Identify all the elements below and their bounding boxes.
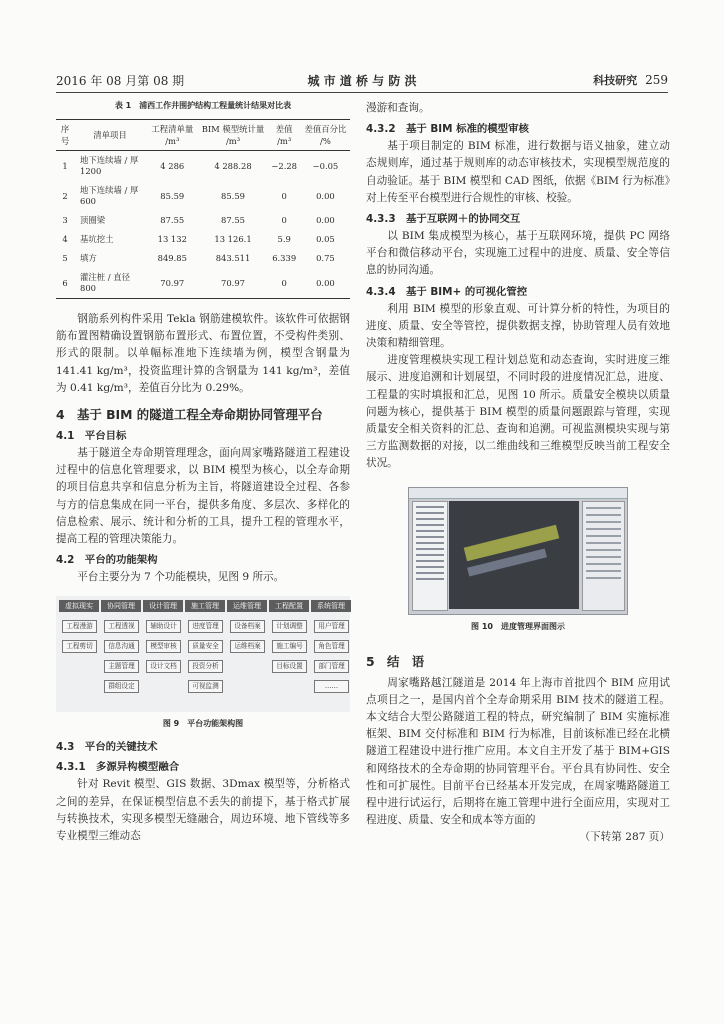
module-item: 主题管理 [104,660,139,673]
col-header: 工程清单量 /m³ [146,120,199,151]
section-4-heading: 4 基于 BIM 的隧道工程全寿命期协同管理平台 [56,407,323,423]
table-row [56,151,350,182]
table-cell: 0.00 [316,215,335,225]
paragraph-continuation: 漫游和查询。 [366,102,430,114]
paragraph-collaboration: 以 BIM 集成模型为核心，基于互联网环境，提供 PC 网络平台和微信移动平台，实现施工过程中的进度、质量、安全等信息的协同沟通。 [366,230,670,277]
table-cell: 849.85 [157,253,187,263]
module-item: 辅助设计 [146,620,181,633]
figure-10-screenshot [408,487,628,615]
table-cell: 87.55 [160,215,185,225]
table-cell: 5 [62,253,68,263]
paragraph-progress-module: 进度管理模块实现工程计划总览和动态查询，实时进度三维展示、进度追溯和计划展望，不同时段的进度情况汇总，进度、工程量的实时填报和汇总，见图 10 所示。质量安全模块以质量问题为核心，提供基于 BIM 模型的质量问题跟踪与管理，实现质量安全相关资料的汇总、查询和追溯。可视监测模块实现与第三方监测数据的对接，以二维曲线和三维模型反映当前工程安全状况。 [366,354,670,470]
module-item: 群组设定 [104,680,139,693]
table-row [56,268,350,299]
col-header: 序号 [56,120,74,151]
table-header-row [56,120,350,151]
table-cell: 0.00 [316,190,335,201]
journal-title: 城 市 道 桥 与 防 洪 [307,74,417,88]
table-cell: 843.511 [215,253,251,263]
paragraph-goals: 基于隧道全寿命期管理理念，面向周家嘴路隧道工程建设过程中的信息化管理要求，以 BIM 模型为核心，以全寿命期的项目信息共享和信息分析为主旨，将隧道建设全过程、各参与方的信息集成在同一平台，提供多角度、多层次、多样化的信息检索、展示、统计和分析的工具，提升工程的管理水平，提高工程的管理决策能力。 [56,447,350,546]
figure-10-caption: 图 10 进度管理界面图示 [471,621,565,631]
running-header [56,70,668,93]
module-header: 设计管理 [143,600,183,612]
module-header: 工程配置 [269,600,309,612]
table-cell: 灌注桩 / 直径 800 [74,268,146,299]
paragraph-model-review: 基于项目制定的 BIM 标准，进行数据与语义抽象，建立动态规则库，通过基于规则库的动态审核技术，实现模型规范度的自动验证。基于 BIM 模型和 CAD 图纸，依据《BIM 行为标准》对上传至平台模型进行合规性的审核、校验。 [366,140,670,204]
module-item: 工程透视 [104,620,139,633]
col-header: 差值 /m³ [268,120,301,151]
table-cell: 0.00 [301,268,350,299]
table-cell: 3 [62,215,68,225]
module-item: 用户管理 [314,620,349,633]
module-header: 虚拟现实 [59,600,99,612]
page-number: 259 [645,73,668,87]
section-4-3-heading: 4.3 平台的关键技术 [56,741,158,754]
table-cell: 70.97 [199,268,268,299]
module-item: 投资分析 [188,660,223,673]
paragraph-rebar: 钢筋系列构件采用 Tekla 钢筋建模软件。该软件可依据钢筋布置图精确设置钢筋布置形式、布置位置，不受构件类别、形式的限制。以单幅标准地下连续墙为例，模型含钢量为 141.41 kg/m³，投资监理计算的含钢量为 141 kg/m³，差值为 0.41 kg/m³，差值百分比为 0.29%。 [56,313,350,394]
table1-caption: 表 1 浦西工作井围护结构工程量统计结果对比表 [114,101,292,110]
module-item: 工程剪切 [62,640,97,653]
section-4-3-2-heading: 4.3.2 基于 BIM 标准的模型审核 [366,123,529,136]
table-row [56,249,350,268]
section-4-3-3-heading: 4.3.3 基于互联网＋的协同交互 [366,213,521,226]
table-cell: 填方 [80,253,97,263]
table-cell: −0.05 [312,160,339,171]
module-item: 设备档案 [230,620,265,633]
table-cell: 5.9 [277,234,291,244]
module-item: 进度管理 [188,620,223,633]
module-item: 模型审核 [146,640,181,653]
table-cell: 0.05 [316,234,335,244]
table-cell: 70.97 [146,268,199,299]
continued-note: （下转第 287 页） [579,831,670,844]
screenshot-tree-panel [412,501,448,611]
left-column [56,100,350,845]
table-cell: 基坑挖土 [80,234,114,244]
module-item: 工程漫游 [62,620,97,633]
table-cell: 0.75 [316,253,335,263]
module-header: 施工管理 [185,600,225,612]
table-cell: 地下连续墙 / 厚 1200 [80,155,139,176]
module-item: 目标设置 [272,660,307,673]
section-label: 科技研究 [593,74,638,87]
col-header: 清单项目 [74,120,146,151]
module-item: 可视监测 [188,680,223,693]
table-cell: 85.59 [221,190,245,201]
paragraph-visual-control: 利用 BIM 模型的形象直观、可计算分析的特性，为项目的进度、质量、安全等管控，提供数据支撑，协助管理人员有效地决策和精细管理。 [366,302,670,350]
table-row [56,211,350,230]
col-header: 差值百分比 /% [301,120,350,151]
col-header: BIM 模型统计量 /m³ [199,120,268,151]
module-header: 系统管理 [311,600,351,612]
table-row [56,181,350,211]
figure-9-caption: 图 9 平台功能架构图 [162,719,244,729]
module-item: 设计文档 [146,660,181,673]
section-4-1-heading: 4.1 平台目标 [56,430,127,443]
module-item: 运维档案 [230,640,265,653]
right-column [366,100,670,846]
table-cell: 13 132 [157,234,187,244]
section-5-heading: 5 结 语 [366,653,425,669]
module-item: 角色管理 [314,640,349,653]
issue-date: 2016 年 08 月第 08 期 [56,74,185,88]
table-cell: −2.28 [271,160,298,171]
table-cell: 4 286 [160,160,185,171]
module-item: 计划调整 [272,620,307,633]
section-4-2-heading: 4.2 平台的功能架构 [56,554,158,567]
module-header: 协同管理 [101,600,141,612]
module-item: 部门管理 [314,660,349,673]
table1 [56,119,350,299]
figure-9-architecture-diagram [56,596,350,712]
table-cell: 85.59 [160,190,185,201]
paragraph-architecture: 平台主要分为 7 个功能模块，见图 9 所示。 [77,571,285,584]
screenshot-side-panel [582,501,625,611]
module-item: 质量安全 [188,640,223,653]
table-cell: 0 [281,190,287,201]
table-cell: 2 [62,190,68,201]
table-cell: 顶圈梁 [80,215,106,225]
table-cell: 4 288.28 [214,160,252,171]
paragraph-model-fusion: 针对 Revit 模型、GIS 数据、3Dmax 模型等，分析格式之间的差异，在保证模型信息不丢失的前提下，基于格式扩展与转换技术，实现多模型无缝融合，周边环境、地下管线等多专业模型三维动态 [56,778,350,843]
paragraph-conclusion: 周家嘴路越江隧道是 2014 年上海市首批四个 BIM 应用试点项目之一，是国内首个全寿命期采用 BIM 技术的隧道工程。本文结合大型公路隧道工程的特点，研究编制了 BIM 实施标准框架、BIM 交付标准和 BIM 行为标准，目前该标准已经在北横隧道工程建设中进行推广应用。本文自主开发了基于 BIM+GIS 和网络技术的全寿命期的协同管理平台。平台具有协同性、安全性和可扩展性。目前平台已经基本开发完成，在周家嘴路隧道工程中进行试运行，后期将在施工管理中进行全面应用，实现对工程进度、质量、安全和成本等方面的 [366,676,670,827]
section-page [593,72,668,88]
table-cell: 0 [281,215,287,225]
module-item: 施工编号 [272,640,307,653]
section-4-3-1-heading: 4.3.1 多源异构模型融合 [56,761,180,774]
screenshot-toolbar [409,488,627,499]
section-4-3-4-heading: 4.3.4 基于 BIM+ 的可视化管控 [366,285,528,298]
table-cell: 4 [62,234,68,244]
module-item: 信息沟通 [104,640,139,653]
table-cell: 1 [62,160,68,171]
table-cell: 6 [56,268,74,299]
module-item: …… [314,680,349,693]
table-cell: 13 126.1 [214,234,252,244]
table-cell: 0 [268,268,301,299]
table-row [56,230,350,249]
table-cell: 地下连续墙 / 厚 600 [80,185,139,206]
module-header: 运维管理 [227,600,267,612]
table-cell: 87.55 [221,215,245,225]
table-cell: 6.339 [272,253,297,263]
